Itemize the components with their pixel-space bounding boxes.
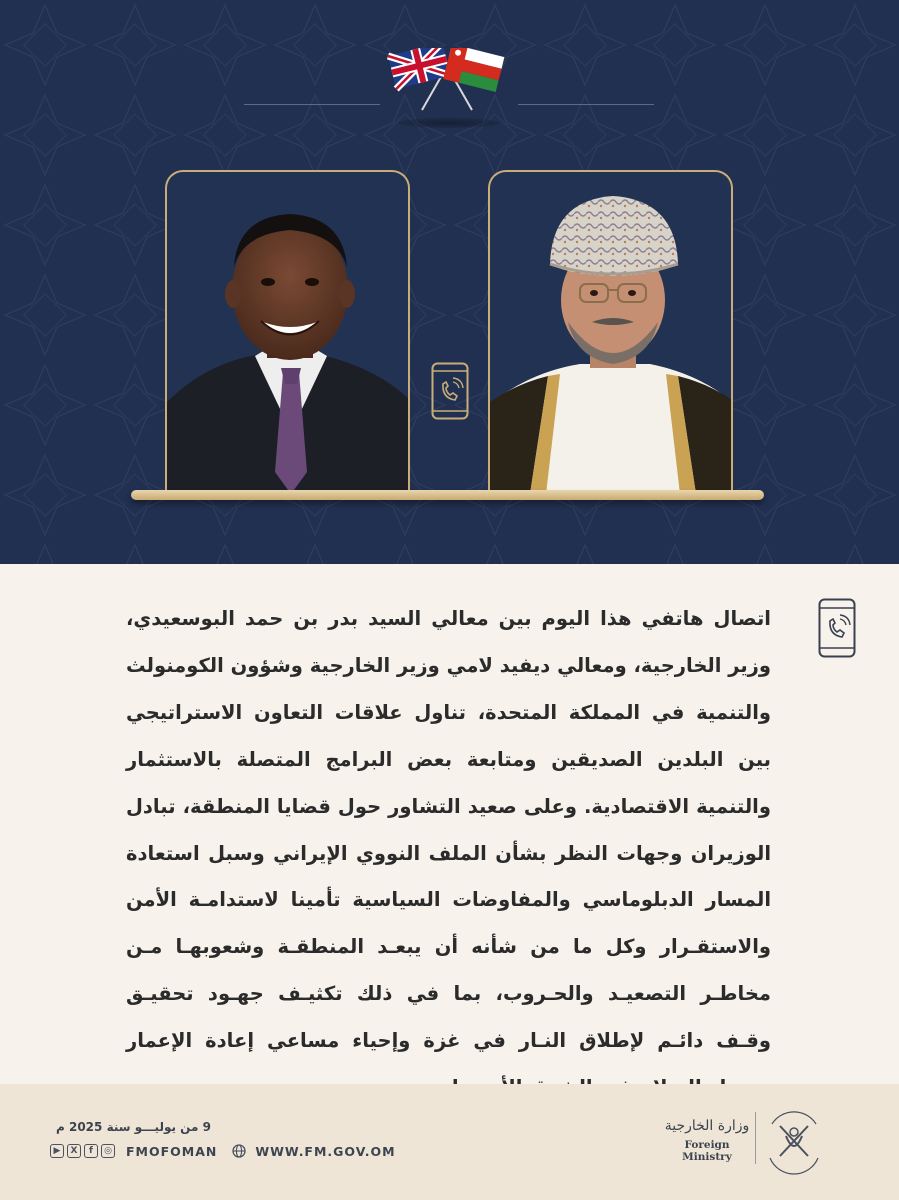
oman-foreign-minister-portrait [488,170,733,492]
publication-date: 9 من يوليـــو سنة 2025 م [56,1120,211,1134]
website-link[interactable]: WWW.FM.GOV.OM [255,1143,396,1159]
flag-shadow [398,118,500,128]
x-icon[interactable]: X [67,1144,81,1158]
ministry-name-arabic: وزارة الخارجية [664,1118,750,1134]
united-kingdom-flag [388,48,451,89]
ministry-name-english: Foreign Ministry [682,1139,732,1163]
social-handle[interactable]: FMOFOMAN [126,1143,218,1159]
facebook-icon[interactable]: f [84,1144,98,1158]
ministry-logo-text [664,1118,750,1163]
statement-text: اتصال هاتفي هذا اليوم بين معالي السيد بدر بن حمد البوسعيدي، وزير الخارجية، ومعالي ديفيد لامي وزير الخارجية وشؤون الكومنولث والتنمية في المملكة المتحدة، تناول علاقات التعاون الاستراتيجي بين البلدين الصديقين ومتابعة بعض البرامج المتصلة بالاستثمار والتنمية الاقتصادية. وعلى صعيد التشاور حول قضايا المنطقة، تبادل الوزيران وجهات النظر بشأن الملف النووي الإيراني وسبل استعادة المسار الدبلوماسي والمفاوضات السياسية تأمينا لاستدامـة الأمن والاستقـرار وكل ما من شأنه أن يبعـد المنطقـة وشعوبهـا مـن مخاطـر التصعيـد والحـروب، بما في ذلك تكثيـف جهـود تحقيـق وقـف دائـم لإطلاق النـار في غزة وإحياء مساعي إعادة الإعمار [126,607,771,1053]
portrait-shelf [131,490,764,500]
sultanate-of-oman-emblem [762,1106,826,1176]
crossed-flags [382,48,512,118]
header-divider-right [518,104,654,105]
oman-flag [443,48,504,92]
social-links [50,1142,396,1160]
header-banner [0,0,899,564]
header-divider-left [244,104,380,105]
uk-foreign-secretary-portrait [165,170,410,492]
phone-call-icon [431,362,469,420]
youtube-icon[interactable]: ▶ [50,1144,64,1158]
globe-icon [232,1144,246,1158]
footer-divider [755,1112,756,1164]
instagram-icon[interactable]: ◎ [101,1144,115,1158]
phone-call-icon [818,598,856,658]
